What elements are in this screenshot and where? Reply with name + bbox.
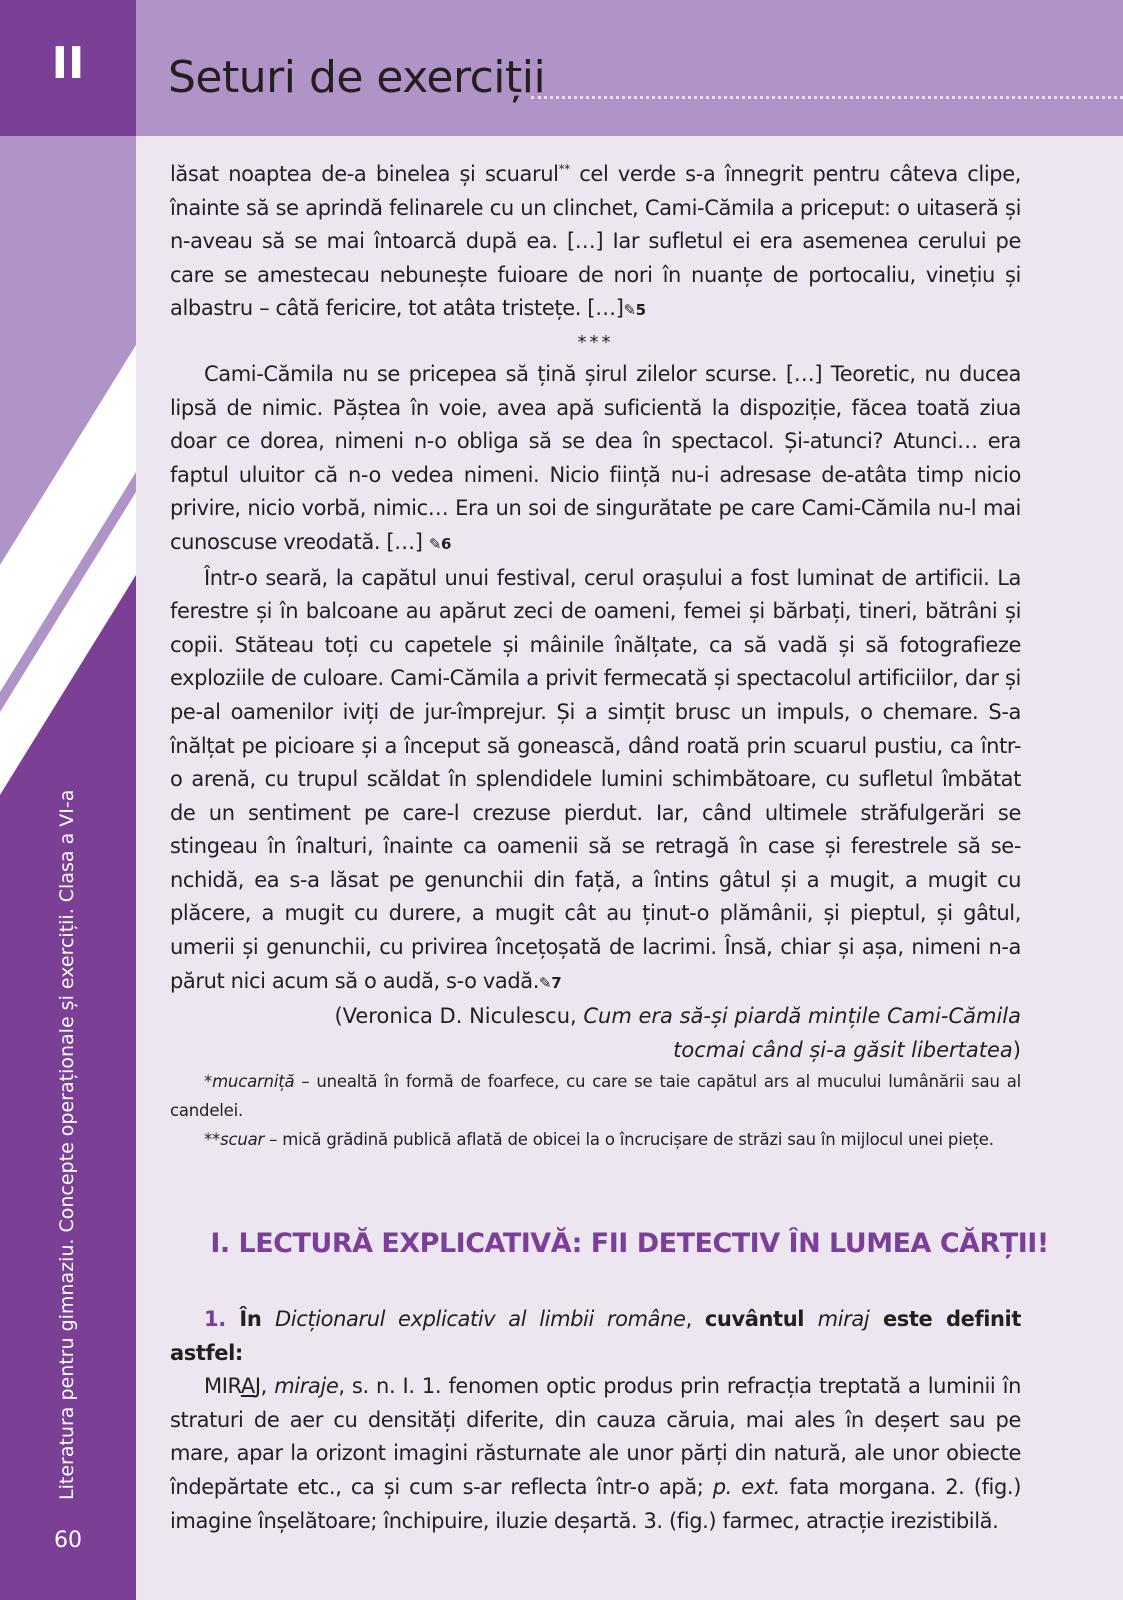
- headword-stress: A: [240, 1374, 255, 1399]
- citation-author: (Veronica D. Niculescu,: [334, 1004, 584, 1029]
- paragraph-1-rest: cel verde s-a înnegrit pentru câteva clipe, înainte să se aprindă felinarele cu un clinchet, Cami-Cămila a priceput: o uitaseră și n-aveau să se mai întoarcă după ea. […] Iar sufletul ei era asemenea cerului pe care se amestecau nebunește fuioare de nori în nuanțe de portocaliu, vinețiu și albastru – câtă fericire, tot atâta tristețe. […]: [170, 162, 1021, 321]
- paragraph-3: [170, 562, 1021, 1001]
- chapter-number: II: [51, 38, 85, 89]
- book-title-vertical: Literatura pentru gimnaziu. Concepte operaționale și exerciții. Clasa a VI-a: [56, 789, 78, 1500]
- note-pencil-icon: ✎6: [428, 534, 452, 553]
- definition-text: fata morgana. 2. (fig.) imagine înșelătoare; închipuire, iluzie deșartă. 3. (fig.) farmec, atracție irezistibilă.: [170, 1474, 1021, 1533]
- prompt-part: În: [225, 1307, 276, 1331]
- section-separator: ***: [577, 331, 614, 353]
- prompt-word: miraj: [817, 1307, 870, 1331]
- header-dotted-rule: [531, 96, 1123, 99]
- section-heading: I. LECTURĂ EXPLICATIVĂ: FII DETECTIV ÎN LUMEA CĂRȚII!: [210, 1228, 1049, 1259]
- footnote-1: [170, 1067, 1021, 1125]
- exercise-1: [170, 1303, 1021, 1538]
- note-pencil-icon: ✎5: [623, 301, 646, 320]
- headword-end: J,: [254, 1374, 275, 1399]
- prompt-part: ,: [685, 1307, 705, 1331]
- prompt-part: este definit astfel:: [170, 1307, 1021, 1365]
- citation-close: ): [1012, 1037, 1021, 1062]
- paragraph-3-text: Într-o seară, la capătul unui festival, cerul orașului a fost luminat de artificii. La ferestre și în balcoane au apărut zeci de oameni, femei și bărbați, tineri, bătrâni și copii. Stăteau toți cu capetele și mâinile înălțate, ca să vadă și să fotografieze exploziile de culoare. Cami-Cămila a privit fermecată și spectacolul artificiilor, dar și pe-al oamenilor iviți de jur-împrejur. Și a simțit brusc un impuls, o chemare. S-a înălțat pe picioare și a început să gonească, dând roată prin scuarul pustiu, ca într-o arenă, cu trupul scăldat în splendidele lumini schimbătoare, cu sufletul îmbătat de un sentiment pe care-l crezuse pierdut. Iar, când ultimele străfulgerări se stingeau în înalturi, înainte ca oamenii să se retragă în case și ferestrele să se-nchidă, ea s-a lăsat pe genunchii din față, a întins gâtul și a mugit, a mugit cu plăcere, a mugit cu durere, a mugit cât au ținut-o plămânii, și pieptul, și gâtul, umerii și genunchii, cu privirea încețoșată de lacrimi. Însă, chiar și așa, nimeni n-a părut nici acum să o audă, s-o vadă.: [170, 565, 1021, 993]
- exercise-1-prompt: [170, 1303, 1021, 1370]
- page-title: Seturi de exerciții: [168, 52, 546, 103]
- citation: [170, 1000, 1021, 1067]
- prompt-part: cuvântul: [704, 1307, 818, 1331]
- citation-title-part1: Cum era să-și piardă mințile Cami-Cămila: [583, 1004, 1021, 1029]
- reading-text: [170, 158, 1021, 1154]
- paragraph-1: [170, 158, 1021, 328]
- definition-text: , s. n. I. 1. fenomen optic produs prin refracția treptată a luminii în straturi de aer cu densități diferite, din cauza căruia, mai ales în deșert sau pe mare, apar la orizont imagini răsturnate ale unor părți din natură, ale unor obiecte îndepărtate etc., ca și cum s-ar reflecta într-o apă;: [170, 1374, 1021, 1499]
- footnote-1-term: mucarniță: [212, 1072, 295, 1092]
- exercise-number: 1.: [204, 1307, 226, 1331]
- footnote-2: [170, 1125, 1021, 1154]
- footnote-2-mark: **: [204, 1130, 221, 1150]
- left-sidebar: [0, 0, 136, 1600]
- paragraph-1-start: lăsat noaptea de-a binelea și scuarul: [170, 162, 559, 186]
- paragraph-2: [170, 358, 1021, 562]
- note-pencil-icon: ✎7: [539, 973, 562, 992]
- dictionary-title: Dicționarul explicativ al limbii române: [275, 1307, 686, 1331]
- headword: MIR: [204, 1374, 241, 1399]
- citation-title-part2: tocmai când și-a găsit libertatea: [673, 1037, 1013, 1062]
- footnote-1-text: – unealtă în formă de foarfece, cu care se taie capătul ars al mucului lumânării sau al candelei.: [170, 1072, 1021, 1121]
- dictionary-definition: [170, 1370, 1021, 1538]
- footnote-2-text: – mică grădină publică aflată de obicei la o încrucișare de străzi sau în mijlocul unei piețe.: [264, 1130, 994, 1150]
- footnote-ref: **: [558, 162, 570, 176]
- page-number: 60: [54, 1528, 82, 1553]
- footnote-1-mark: *: [204, 1072, 213, 1092]
- paragraph-2-text: Cami-Cămila nu se pricepea să țină șirul zilelor scurse. […] Teoretic, nu ducea lipsă de nimic. Păștea în voie, avea apă suficientă la dispoziție, făcea toată ziua doar ce dorea, nimeni n-o obliga să se dea în spectacol. Și-atunci? Atunci… era faptul uluitor că n-o vedea nimeni. Nicio ființă nu-i adresase de-atâta timp nicio privire, nicio vorbă, nimic… Era un soi de singurătate pe care Cami-Cămila nu-l mai cunoscuse vreodată. […]: [170, 361, 1021, 554]
- plural-form: miraje: [274, 1374, 339, 1399]
- footnote-2-term: scuar: [220, 1130, 265, 1150]
- page-header: [136, 0, 1123, 136]
- abbreviation: p. ext.: [712, 1474, 780, 1499]
